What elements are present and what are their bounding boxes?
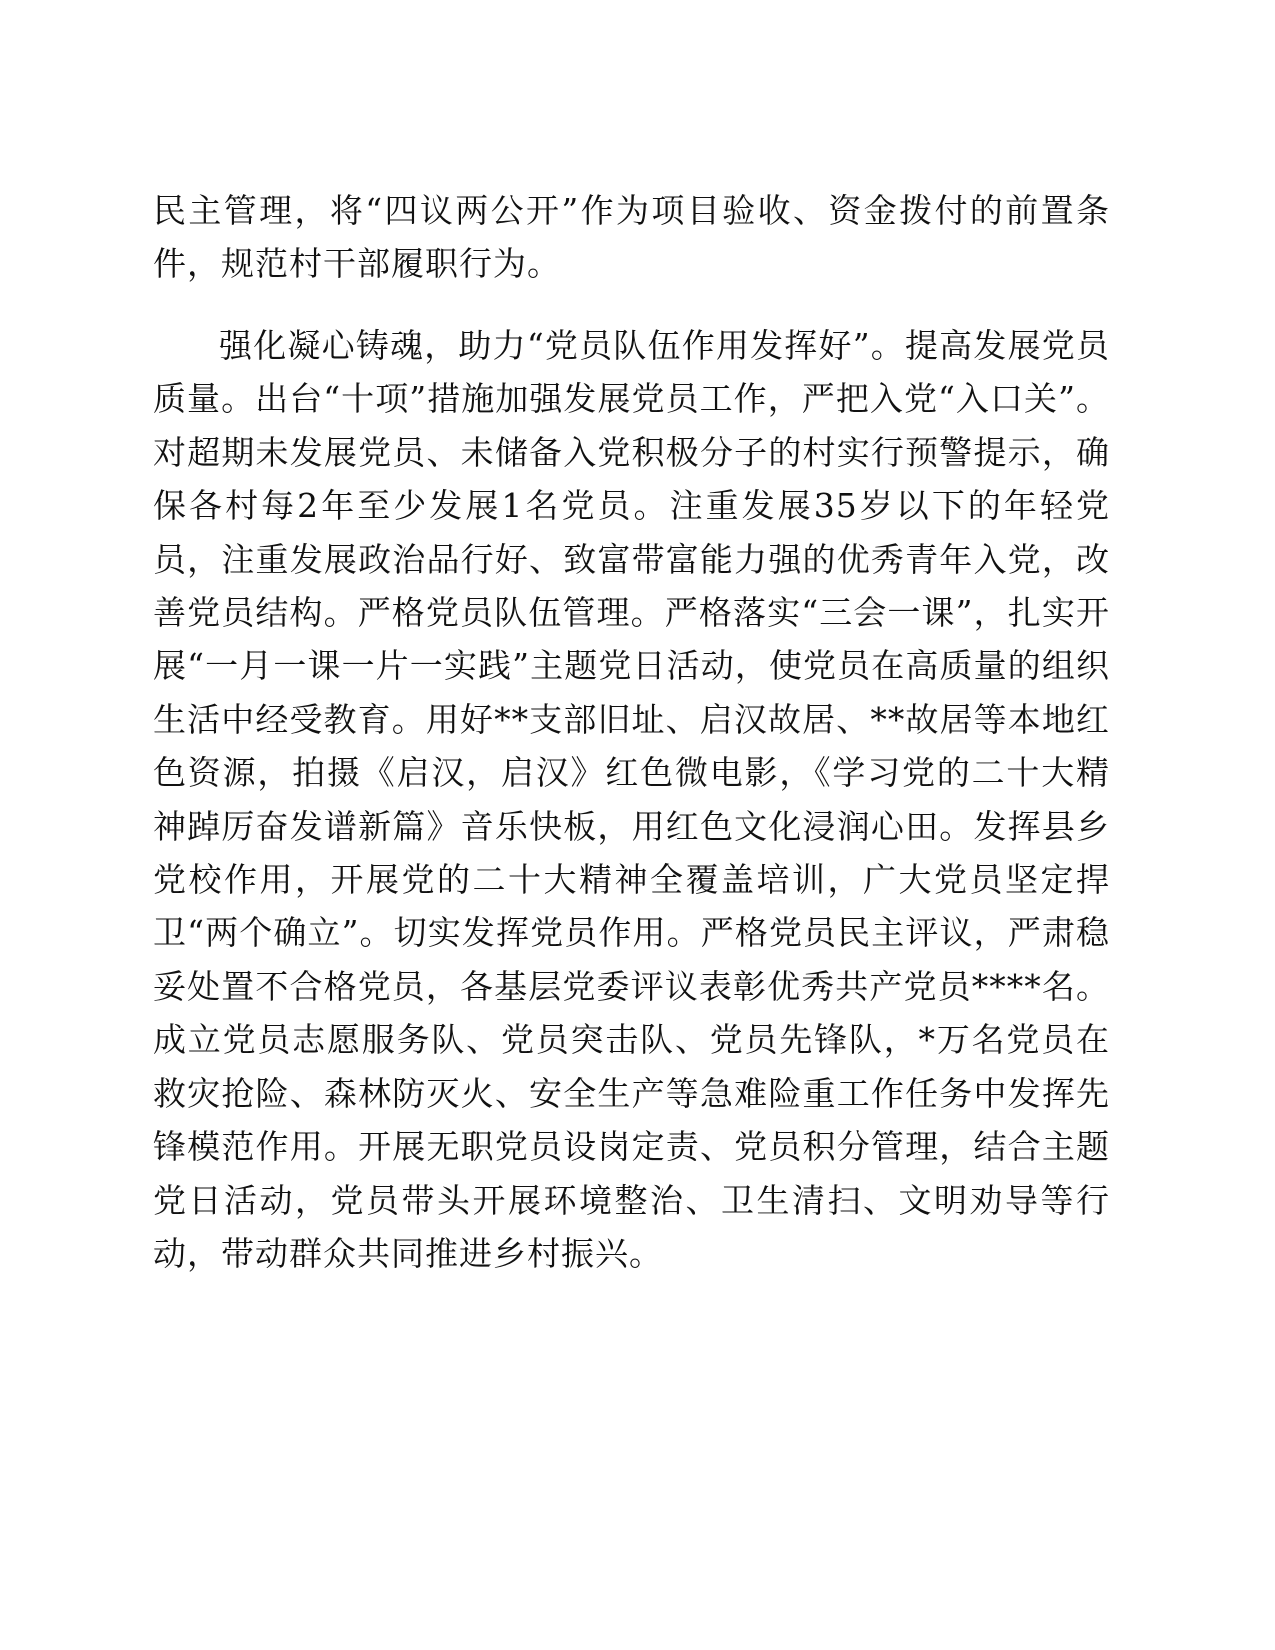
paragraph-continuation [153,184,1110,290]
paragraph-text: 民主管理，将“四议两公开”作为项目验收、资金拨付的前置条件，规范村干部履职行为。 [153,191,1110,283]
paragraph-party-members [153,319,1110,1280]
paragraph-text: 强化凝心铸魂，助力“党员队伍作用发挥好”。提高发展党员质量。出台“十项”措施加强发展党员工作，严把入党“入口关”。对超期未发展党员、未储备入党积极分子的村实行预警提示，确保各村每2年至少发展1名党员。注重发展35岁以下的年轻党员，注重发展政治品行好、致富带富能力强的优秀青年入党，改善党员结构。严格党员队伍管理。严格落实“三会一课”，扎实开展“一月一课一片一实践”主题党日活动，使党员在高质量的组织生活中经受教育。用好**支部旧址、启汉故居、**故居等本地红色资源，拍摄《启汉，启汉》红色微电影，《学习党的二十大精神踔厉奋发谱新篇》音乐快板，用红色文化浸润心田。发挥县乡党校作用，开展党的二十大精神全覆盖培训，广大党员坚定捍卫“两个确立”。切实发挥党员作用。严格党员民主评议，严肃稳妥处置不合格党员，各基层党委评议表彰优秀共产党员****名。成立党员志愿服务队、党员突击队、党员先锋队，*万名党员在救灾抢险、森林防灭火、安全生产等急难险重工作任务中发挥先锋模范作用。开展无职党员设岗定责、党员积分管理，结合主题党日活动，党员带头开展环境整治、卫生清扫、文明劝导等行动，带动群众共同推进乡村振兴。 [153,326,1111,1273]
